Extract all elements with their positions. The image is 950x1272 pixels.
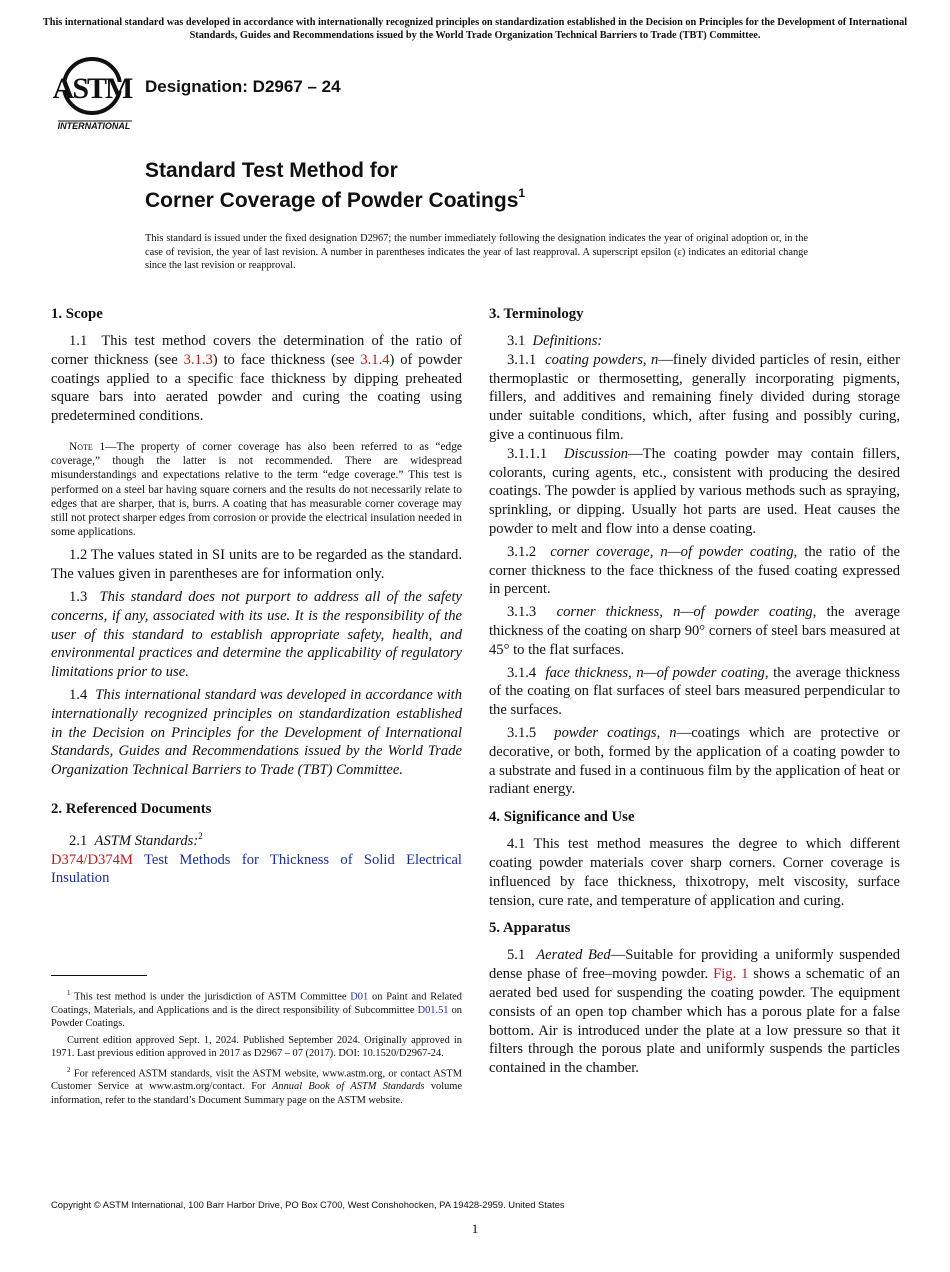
link-fig-1[interactable]: Fig. 1 — [713, 966, 749, 983]
left-column — [51, 305, 462, 888]
issue-statement: This standard is issued under the fixed designation D2967; the number immediately following the designation indicates the year of original adoption or, in the case of revision, the year of last revision. A number in parentheses indicates the year of last reapproval. A superscript epsilon (ε) indicates an editorial change since the last revision or reapproval. — [145, 233, 808, 272]
term-3-1-4: 3.1.4 face thickness, n—of powder coating, the average thickness of the coating on flat surfaces of steel bars measured perpendicular to the surfaces. — [489, 664, 901, 719]
significance-4-1: 4.1 This test method measures the degree to which different coating powder materials cover sharp corners. Corner coverage is influenced by face thickness, thixotropy, melt viscosity, surface tension, cure rate, and temperature of application and curing. — [489, 836, 900, 909]
term-3-1-3: 3.1.3 corner thickness, n—of powder coating, the average thickness of the coating on sharp 90° corners of steel bars measured at 45° to the flat surfaces. — [489, 604, 901, 658]
link-3-1-3[interactable]: 3.1.3 — [183, 351, 213, 368]
apparatus-heading: 5. Apparatus — [489, 920, 571, 937]
ref-2-1: 2.1 ASTM Standards:$^2$ — [69, 830, 203, 849]
link-d01-51[interactable]: D01.51 — [417, 1004, 449, 1016]
footnote-2: $^2$ For referenced ASTM standards, visit the ASTM website, www.astm.org, or contact ASTM Customer Service at www.astm.org/contact. For Annual Book of ASTM Standards volume information, refer to the standard’s Document Summary page on the ASTM website. — [51, 1065, 462, 1106]
terminology-heading: 3. Terminology — [489, 306, 584, 322]
title-line-2: Corner Coverage of Powder Coatings$^1$ — [145, 186, 526, 212]
ref-d374[interactable] — [51, 851, 462, 889]
ref-code[interactable]: D374/D374M — [51, 851, 133, 868]
footnote-1-edition: Current edition approved Sept. 1, 2024. Published September 2024. Originally approved in 1971. Last previous edition approved in 2017 as D2967 – 07 (2017). DOI: 10.1520/D2967-24. — [51, 1034, 462, 1060]
scope-1-1: 1.1 This test method covers the determination of the ratio of corner thickness (see 3.1.3) to face thickness (see 3.1.4) of powder coatings applied to a specific face thickness by dipping preheated square bars into aerated powder and curing the coating using predetermined conditions. — [51, 333, 462, 425]
designation: Designation: D2967 – 24 — [145, 77, 341, 96]
logo-text: INTERNATIONAL — [57, 121, 131, 131]
apparatus-5-1: 5.1 Aerated Bed—Suitable for providing a uniformly suspended dense phase of free–moving powder. Fig. 1 shows a schematic of an aerated bed used for suspending the coating powder. The equipment consists of an open top chamber which has a porous plate for a false bottom. Air is introduced under the plate at a low pressure so that it filters through the porous plate and uniformly suspends the particles contained in the chamber. — [489, 947, 900, 1077]
scope-1-4: 1.4 This international standard was developed in accordance with internationally recognized principles on standardization established in the Decision on Principles for the Development of International Standards, Guides and Recommendations issued by the World Trade Organization Technical Barriers to Trade (TBT) Committee. — [51, 686, 463, 779]
link-3-1-4[interactable]: 3.1.4 — [360, 351, 390, 368]
term-3-1-2: 3.1.2 corner coverage, n—of powder coating, the ratio of the corner thickness to the face thickness of the fused coating expressed in percent. — [489, 543, 900, 598]
term-3-1-1: 3.1.1 coating powders, n—finely divided particles of resin, either thermoplastic or thermosetting, generally incorporating pigments, fillers, and additives and remaining finely divided during storage under suitable conditions, which, after fusing and possibly curing, give a continuous film. — [489, 351, 900, 443]
copyright: Copyright © ASTM International, 100 Barr Harbor Drive, PO Box C700, West Conshohocken, PA 19428-2959. United States — [51, 1199, 565, 1210]
footnotes — [51, 987, 462, 1110]
ref-title[interactable]: Test Methods for Thickness of Solid Electrical Insulation — [51, 851, 462, 887]
note-1: Note 1—The property of corner coverage has also been referred to as “edge coverage,” though the latter is not recommended. There are widespread misunderstandings and expectations relative to the term “edge coverage.” This test is performed on a steel bar having square corners and the results do not necessarily relate to edges that are sharper, that is, burrs. A coating that has measurable corner coverage may still not protect sharper edges from corrosion or provide the electrical insulation needed in some applications. — [51, 440, 462, 539]
astm-logo-icon — [52, 56, 136, 132]
term-3-1-5: 3.1.5 powder coatings, n—coatings which are protective or decorative, or both, formed by the application of a coating powder to a substrate and fused in a continuous film by the application of heat or radiant energy. — [489, 724, 901, 798]
right-column — [489, 305, 900, 1078]
referenced-documents-heading: 2. Referenced Documents — [51, 800, 212, 817]
title-line-1: Standard Test Method for — [145, 159, 398, 182]
scope-heading: 1. Scope — [51, 306, 103, 322]
footnote-1: $^1$ This test method is under the jurisdiction of ASTM Committee D01 on Paint and Related Coatings, Materials, and Applications and is the direct responsibility of Subcommittee D01.51 on Powder Coatings. — [51, 989, 462, 1030]
significance-heading: 4. Significance and Use — [489, 809, 635, 826]
svg-text:ASTM: ASTM — [52, 72, 132, 105]
term-3-1: 3.1 Definitions: — [507, 333, 603, 349]
top-notice: This international standard was developed in accordance with internationally recognized principles on standardization established in the Decision on Principles for the Development of International Standards, Guides and Recommendations issued by the World Trade Organization Technical Barriers to Trade (TBT) Committee. — [42, 17, 908, 41]
page-number: 1 — [471, 1221, 479, 1236]
term-3-1-1-1: 3.1.1.1 Discussion—The coating powder may contain fillers, colorants, curing agents, etc., consistent with producing the desired coatings. The powder is applied by various methods such as spraying, sprinkling, or dipping. Usually hot parts are used. Heat causes the powder to melt and flow into a dense coating. — [489, 445, 901, 537]
scope-1-3: 1.3 This standard does not purport to address all of the safety concerns, if any, associated with its use. It is the responsibility of the user of this standard to establish appropriate safety, health, and environmental practices and determine the applicability of regulatory limitations prior to use. — [51, 589, 462, 681]
title-footnote-ref[interactable]: 1 — [518, 186, 526, 200]
scope-1-2: 1.2 The values stated in SI units are to be regarded as the standard. The values given in parentheses are for information only. — [51, 547, 462, 583]
page-title — [145, 158, 525, 213]
footnote-divider — [51, 975, 147, 976]
link-d01[interactable]: D01 — [350, 991, 369, 1003]
